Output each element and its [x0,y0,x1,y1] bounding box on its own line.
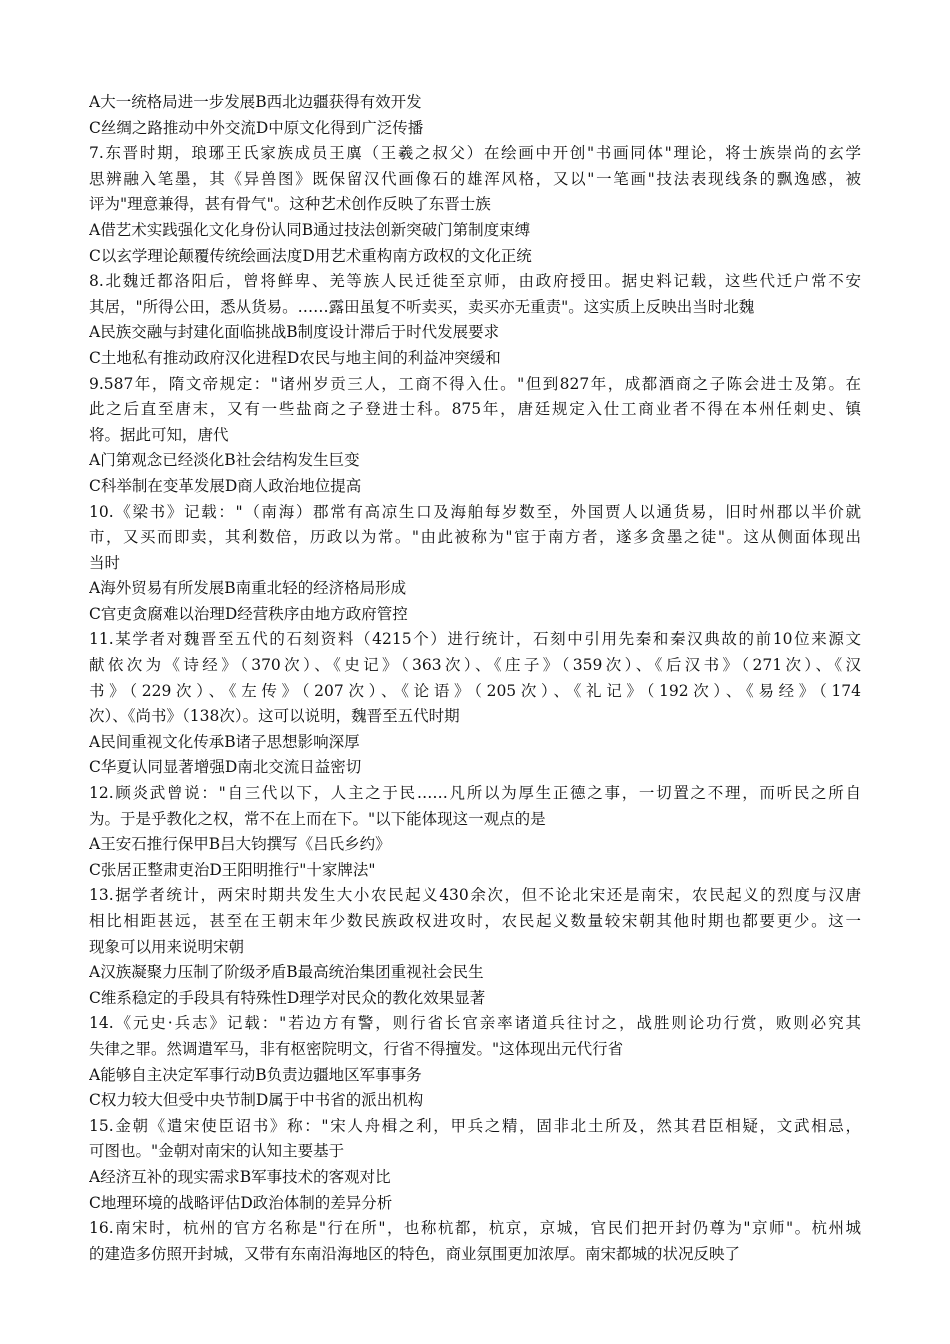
answer-options-line: A经济互补的现实需求B军事技术的客观对比 [89,1167,391,1186]
question-text-line: 书》（229次）、《左传》（207次）、《论语》（205次）、《礼记》（192次）、《易经》（174 [89,681,861,700]
question-text-line: 可图也。"金朝对南宋的认知主要基于 [89,1142,345,1161]
question-text-line: 8.北魏迁都洛阳后，曾将鲜卑、羌等族人民迁徙至京师，由政府授田。据史料记载，这些代迁户常不安 [89,272,861,291]
question-text-line: 当时 [89,553,121,572]
question-text-line: 15.金朝《遣宋使臣诏书》称："宋人舟楫之利，甲兵之精，固非北土所及，然其君臣相疑，文武相忌， [89,1116,861,1135]
exam-page [89,90,861,1267]
answer-options-line: A汉族凝聚力压制了阶级矛盾B最高统治集团重视社会民生 [89,963,484,982]
answer-options-line: C丝绸之路推动中外交流D中原文化得到广泛传播 [89,118,424,137]
question-text-line: 思辨融入笔墨，其《异兽图》既保留汉代画像石的雄浑风格，又以"一笔画"技法表现线条的飘逸感，被 [89,169,861,188]
answer-options-line: C官吏贪腐难以治理D经营秩序由地方政府管控 [89,604,408,623]
question-text-line: 9.587年，隋文帝规定："诸州岁贡三人，工商不得入仕。"但到827年，成都酒商之子陈会进士及第。在 [89,374,861,393]
answer-options-line: C维系稳定的手段具有特殊性D理学对民众的教化效果显著 [89,988,486,1007]
answer-options-line: C地理环境的战略评估D政治体制的差异分析 [89,1193,393,1212]
question-text-line: 将。据此可知，唐代 [89,425,229,444]
answer-options-line: C科举制在变革发展D商人政治地位提高 [89,476,362,495]
question-text-line: 16.南宋时，杭州的官方名称是"行在所"，也称杭都，杭京，京城，官民们把开封仍尊为"京师"。杭州城 [89,1219,861,1238]
answer-options-line: A民族交融与封建化面临挑战B制度设计滞后于时代发展要求 [89,323,500,342]
answer-options-line: A大一统格局进一步发展B西北边疆获得有效开发 [89,93,422,111]
question-text-line: 为。于是乎教化之权，常不在上而在下。"以下能体现这一观点的是 [89,809,546,828]
question-text-line: 14.《元史·兵志》记载："若边方有警，则行省长官亲率诸道兵往讨之，战胜则论功行赏，败则必究其 [89,1014,861,1033]
answer-options-line: A借艺术实践强化文化身份认同B通过技法创新突破门第制度束缚 [89,220,531,239]
question-text-line: 现象可以用来说明宋朝 [89,937,245,956]
question-text-line: 的建造多仿照开封城，又带有东南沿海地区的特色，商业氛围更加浓厚。南宋都城的状况反映了 [89,1244,741,1263]
answer-options-line: C以玄学理论颠覆传统绘画法度D用艺术重构南方政权的文化正统 [89,246,532,265]
answer-options-line: A海外贸易有所发展B南重北轻的经济格局形成 [89,579,407,598]
answer-options-line: C张居正整肃吏治D王阳明推行"十家牌法" [89,860,376,879]
question-text-line: 此之后直至唐末，又有一些盐商之子登进士科。875年，唐廷规定入仕工商业者不得在本州任刺史、镇 [89,400,861,419]
question-text-line: 献依次为《诗经》（370次）、《史记》（363次）、《庄子》（359次）、《后汉书》（271次）、《汉 [89,656,861,675]
answer-options-line: A王安石推行保甲B吕大钧撰写《吕氏乡约》 [89,835,391,854]
question-text-line: 市，又买而即卖，其利数倍，历政以为常。"由此被称为"宦于南方者，遂多贪墨之徒"。这从侧面体现出 [89,528,861,547]
question-text-line: 失律之罪。然调遣军马，非有枢密院明文，行省不得擅发。"这体现出元代行省 [89,1039,624,1058]
question-text-line: 其居，"所得公田，悉从货易。……露田虽复不听卖买，卖买亦无重责"。这实质上反映出当时北魏 [89,297,755,316]
answer-options-line: C土地私有推动政府汉化进程D农民与地主间的利益冲突缓和 [89,348,501,367]
question-text-line: 评为"理意兼得，甚有骨气"。这种艺术创作反映了东晋士族 [89,195,491,214]
answer-options-line: A门第观念已经淡化B社会结构发生巨变 [89,451,360,470]
answer-options-line: C权力较大但受中央节制D属于中书省的派出机构 [89,1091,424,1110]
answer-options-line: A能够自主决定军事行动B负责边疆地区军事事务 [89,1065,422,1084]
question-text-line: 次）、《尚书》（138次）。这可以说明，魏晋至五代时期 [89,707,460,726]
question-text-line: 10.《梁书》记载："（南海）郡常有高凉生口及海舶每岁数至，外国贾人以通货易，旧时州郡以半价就 [89,502,861,521]
question-text-line: 相比相距甚远，甚至在王朝末年少数民族政权进攻时，农民起义数量较宋朝其他时期也都要更少。这一 [89,912,861,930]
question-text-line: 12.顾炎武曾说："自三代以下，人主之于民……凡所以为厚生正德之事，一切置之不理，而听民之所自 [89,784,861,803]
answer-options-line: A民间重视文化传承B诸子思想影响深厚 [89,732,360,751]
question-text-line: 7.东晋时期，琅琊王氏家族成员王廙（王羲之叔父）在绘画中开创"书画同体"理论，将士族崇尚的玄学 [89,144,861,163]
question-text-line: 13.据学者统计，两宋时期共发生大小农民起义430余次，但不论北宋还是南宋，农民起义的烈度与汉唐 [89,886,861,905]
answer-options-line: C华夏认同显著增强D南北交流日益密切 [89,758,362,777]
question-text-line: 11.某学者对魏晋至五代的石刻资料（4215个）进行统计，石刻中引用先秦和秦汉典故的前10位来源文 [89,630,861,649]
